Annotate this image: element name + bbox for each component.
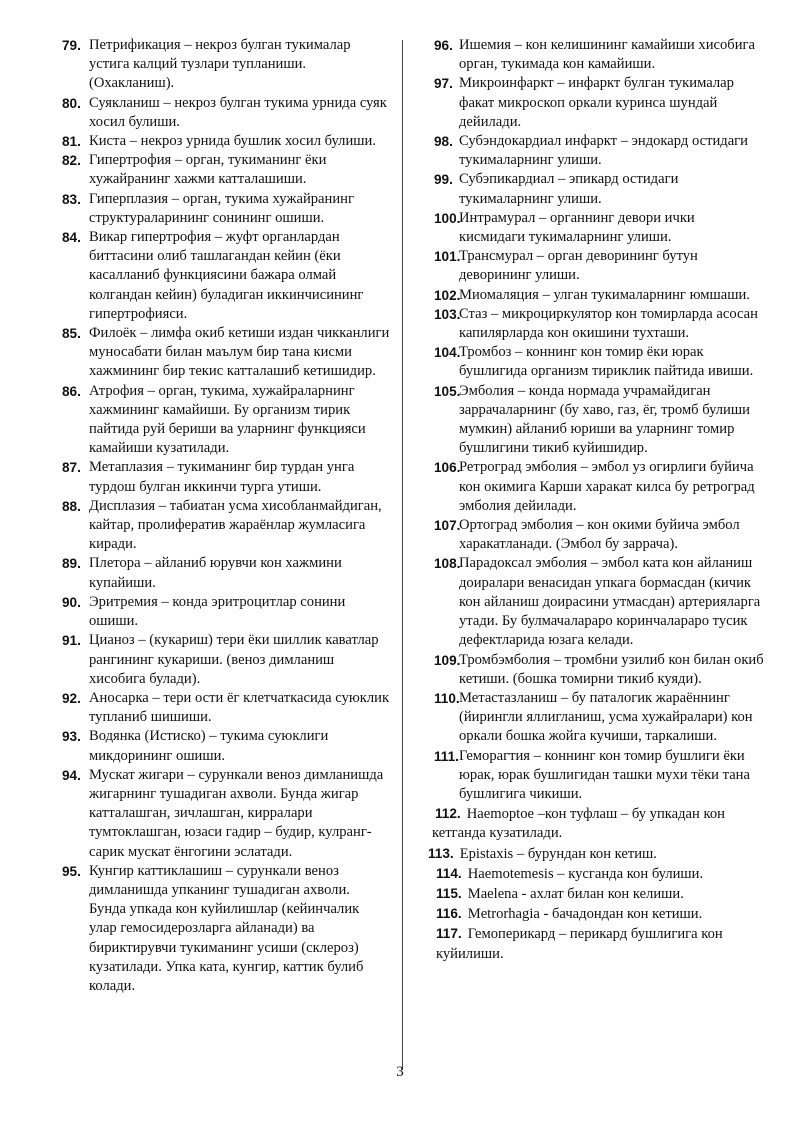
glossary-entry bbox=[434, 689, 764, 747]
entry-number: 112. bbox=[435, 806, 461, 822]
glossary-entry bbox=[434, 747, 764, 805]
entry-number: 109. bbox=[434, 652, 461, 668]
entry-number: 96. bbox=[434, 38, 453, 53]
glossary-entry bbox=[62, 36, 390, 94]
entry-text: Филоёк – лимфа окиб кетиши издан чикканлиги муносабати билан маълум бир тана кисми хажмининг бир текис катталашиб кетишидир. bbox=[89, 325, 390, 380]
entry-number: 83. bbox=[62, 191, 81, 207]
glossary-entry bbox=[62, 593, 390, 631]
entry-number: 79. bbox=[62, 38, 81, 53]
entry-text: Тромбоз – коннинг кон томир ёки юрак бушлигида организм тириклик пайтида ивиши. bbox=[459, 344, 754, 380]
glossary-entry bbox=[62, 497, 390, 555]
glossary-entry bbox=[432, 804, 764, 843]
glossary-entry bbox=[434, 286, 764, 305]
entry-number: 100. bbox=[434, 210, 461, 226]
entry-text: Метаплазия – тукиманинг бир турдан унга турдош булган иккинчи турга утиши. bbox=[89, 459, 355, 495]
glossary-entry bbox=[434, 209, 764, 247]
entry-text: Суякланиш – некроз булган тукима урнида суяк хосил булиши. bbox=[89, 94, 387, 130]
glossary-entry bbox=[434, 170, 764, 208]
entry-number: 95. bbox=[62, 863, 81, 879]
entry-number: 85. bbox=[62, 326, 81, 342]
glossary-entry bbox=[62, 190, 390, 228]
entry-number: 84. bbox=[62, 230, 81, 246]
entry-number: 107. bbox=[434, 518, 461, 534]
entry-number: 94. bbox=[62, 767, 81, 783]
glossary-entry bbox=[62, 766, 390, 862]
entry-text: Стаз – микроциркулятор кон томирларда асосан капилярларда кон окишини тухташи. bbox=[459, 305, 758, 342]
entry-text: Эмболия – конда нормада учрамайдиган заррачаларнинг (бу хаво, газ, ёг, тромб булиши мумкин) айланиб юриши ва уларнинг томир бушлигини тикиб куйишидир. bbox=[459, 382, 750, 457]
entry-text: Интрамурал – органнинг девори ички кисмидаги тукималарнинг улиши. bbox=[459, 209, 695, 246]
entry-number: 101. bbox=[434, 249, 461, 265]
glossary-entry bbox=[62, 94, 390, 132]
entry-text: Epistaxis – бурундан кон кетиш. bbox=[459, 845, 657, 862]
entry-number: 91. bbox=[62, 633, 81, 649]
glossary-entry bbox=[62, 862, 390, 996]
glossary-entry bbox=[428, 844, 764, 864]
entry-number: 114. bbox=[436, 865, 462, 881]
entry-text: Haemotemesis – кусганда кон булиши. bbox=[467, 865, 704, 882]
column-divider bbox=[402, 40, 403, 1070]
entry-number: 82. bbox=[62, 153, 81, 169]
entry-number: 106. bbox=[434, 460, 461, 476]
glossary-entry bbox=[436, 884, 764, 904]
entry-number: 81. bbox=[62, 134, 81, 150]
entry-text: Петрификация – некроз булган тукималар устига калций тузлари тупланиши. (Охакланиш). bbox=[89, 37, 351, 92]
glossary-entry bbox=[62, 458, 390, 496]
entry-text: Цианоз – (кукариш) тери ёки шиллик каватлар рангининг кукариши. (веноз димланиш хисобига булади). bbox=[89, 632, 379, 687]
entry-text: Эритремия – конда эритроцитлар сонини ошиши. bbox=[89, 593, 346, 630]
glossary-entry bbox=[434, 458, 764, 516]
glossary-entry bbox=[434, 247, 764, 285]
entry-text: Гипертрофия – орган, тукиманинг ёки хужайранинг хажми катталашиши. bbox=[89, 152, 327, 188]
entry-number: 86. bbox=[62, 383, 81, 399]
glossary-entry bbox=[434, 516, 764, 554]
entry-text: Гемоперикард – перикард бушлигига кон куйилиши. bbox=[436, 926, 723, 962]
entry-number: 92. bbox=[62, 690, 81, 706]
entry-text: Дисплазия – табиатан усма хисобланмайдиган, кайтар, пролифератив жараёнлар жумласига киради. bbox=[89, 497, 382, 553]
entry-text: Haemoptoe –кон туфлаш – бу упкадан кон кетганда кузатилади. bbox=[432, 806, 725, 842]
left-column bbox=[62, 36, 390, 996]
glossary-entry bbox=[434, 343, 764, 381]
entry-number: 117. bbox=[436, 926, 462, 942]
entry-number: 113. bbox=[428, 845, 454, 861]
glossary-entry bbox=[62, 689, 390, 727]
entry-number: 97. bbox=[434, 76, 453, 92]
glossary-entry bbox=[62, 631, 390, 689]
glossary-entry bbox=[434, 305, 764, 343]
entry-text: Субэпикардиал – эпикард остидаги тукималарнинг улиши. bbox=[459, 171, 679, 207]
page-number: 3 bbox=[396, 1064, 404, 1080]
entry-text: Кунгир каттиклашиш – сурункали веноз димланишда упканинг тушадиган ахволи. Бунда упкада кон куйилишлар (кейинчалик улар гемосидерозларга айланади) ва бириктирувчи тукиманинг усиши (склероз) кузатилади. Упка ката, кунгир, каттик булиб колади. bbox=[89, 862, 364, 994]
entry-text: Аносарка – тери ости ёг клетчаткасида суюклик тупланиб шишиши. bbox=[89, 689, 390, 726]
entry-number: 88. bbox=[62, 498, 81, 514]
entry-number: 105. bbox=[434, 383, 461, 399]
entry-number: 104. bbox=[434, 345, 461, 361]
glossary-entry bbox=[62, 554, 390, 592]
glossary-entry bbox=[62, 132, 390, 151]
entry-text: Атрофия – орган, тукима, хужайраларнинг хажмининг камайиши. Бу организм тирик пайтида руй бериши ва уларнинг функцияси камайиши кузатилади. bbox=[89, 382, 366, 457]
right-column bbox=[428, 36, 764, 964]
entry-number: 115. bbox=[436, 885, 462, 901]
entry-number: 116. bbox=[436, 906, 462, 922]
glossary-entry bbox=[62, 228, 390, 324]
entry-text: Ретроград эмболия – эмбол уз огирлиги буйича кон окимига Карши харакат килса бу ретроград эмболия дейилади. bbox=[459, 459, 755, 514]
glossary-entry bbox=[62, 382, 390, 459]
glossary-entry bbox=[436, 924, 764, 963]
glossary-entry bbox=[434, 554, 764, 650]
entry-text: Ортоград эмболия – кон окими буйича эмбол харакатланади. (Эмбол бу заррача). bbox=[459, 517, 740, 553]
entry-number: 90. bbox=[62, 594, 81, 610]
glossary-entry bbox=[434, 36, 764, 74]
entry-text: Metrorhagia - бачадондан кон кетиши. bbox=[467, 906, 703, 923]
entry-text: Мускат жигари – сурункали веноз димланишда жигарнинг тушадиган ахволи. Бунда жигар катталашган, зичлашган, кирралари тумтоклашган, юзаси гадир – будир, кулранг-сарик мускат ёнгогини эслатади. bbox=[89, 766, 384, 860]
entry-text: Парадоксал эмболия – эмбол ката кон айланиш доиралари венасидан упкага бормасдан (кичик кон айланиш доирасини утмасдан) артерияларга утади. Бу булмачалараро коринчалараро тусик дефектларида юзага келади. bbox=[459, 555, 761, 649]
entry-text: Викар гипертрофия – жуфт органлардан биттасини олиб ташлагандан кейин (ёки касалланиб функциясини бажара олмай колгандан кейин) буладиган иккинчисининг гипертрофияси. bbox=[89, 229, 364, 322]
entry-text: Микроинфаркт – инфаркт булган тукималар факат микроскоп оркали куринса шундай дейилади. bbox=[459, 75, 734, 130]
entry-number: 98. bbox=[434, 134, 453, 150]
entry-text: Субэндокардиал инфаркт – эндокард остидаги тукималарнинг улиши. bbox=[459, 133, 748, 169]
entry-number: 108. bbox=[434, 556, 461, 572]
glossary-entry bbox=[436, 864, 764, 884]
entry-text: Киста – некроз урнида бушлик хосил булиши. bbox=[89, 133, 376, 150]
entry-number: 110. bbox=[434, 690, 460, 706]
glossary-entry bbox=[62, 727, 390, 765]
entry-number: 102. bbox=[434, 287, 461, 303]
entry-number: 80. bbox=[62, 95, 81, 111]
entry-number: 103. bbox=[434, 306, 461, 322]
entry-text: Maelena - ахлат билан кон келиши. bbox=[467, 885, 684, 902]
entry-text: Тромбэмболия – тромбни узилиб кон билан окиб кетиши. (бошка томирни тикиб куяди). bbox=[459, 651, 764, 687]
entry-text: Ишемия – кон келишининг камайиши хисобига орган, тукимада кон камайиши. bbox=[459, 37, 755, 73]
entry-text: Трансмурал – орган деворининг бутун деворининг улиши. bbox=[459, 248, 698, 284]
entry-number: 111. bbox=[434, 748, 459, 764]
glossary-entry bbox=[434, 651, 764, 689]
entry-text: Геморагтия – коннинг кон томир бушлиги ёки юрак, юрак бушлигидан ташки мухи тёки тана бушлигига чикиши. bbox=[459, 747, 750, 802]
glossary-entry bbox=[62, 324, 390, 382]
entry-number: 89. bbox=[62, 556, 81, 572]
entry-text: Водянка (Истиско) – тукима суюклиги микдорининг ошиши. bbox=[89, 728, 329, 764]
glossary-entry bbox=[434, 74, 764, 132]
glossary-entry bbox=[434, 382, 764, 459]
entry-number: 93. bbox=[62, 729, 81, 745]
glossary-entry bbox=[434, 132, 764, 170]
entry-text: Метастазланиш – бу паталогик жараённинг (йирингли яллигланиш, усма хужайралари) кон оркали бошка жойга кучиши, таркалиши. bbox=[459, 689, 753, 745]
entry-text: Гиперплазия – орган, тукима хужайранинг структураларининг сонининг ошиши. bbox=[89, 190, 354, 226]
entry-number: 99. bbox=[434, 172, 453, 188]
entry-number: 87. bbox=[62, 460, 81, 476]
glossary-entry bbox=[62, 151, 390, 189]
entry-text: Миомаляция – улган тукималарнинг юмшаши. bbox=[459, 286, 750, 303]
entry-text: Плетора – айланиб юрувчи кон хажмини купайиши. bbox=[89, 555, 342, 591]
glossary-entry bbox=[436, 904, 764, 924]
